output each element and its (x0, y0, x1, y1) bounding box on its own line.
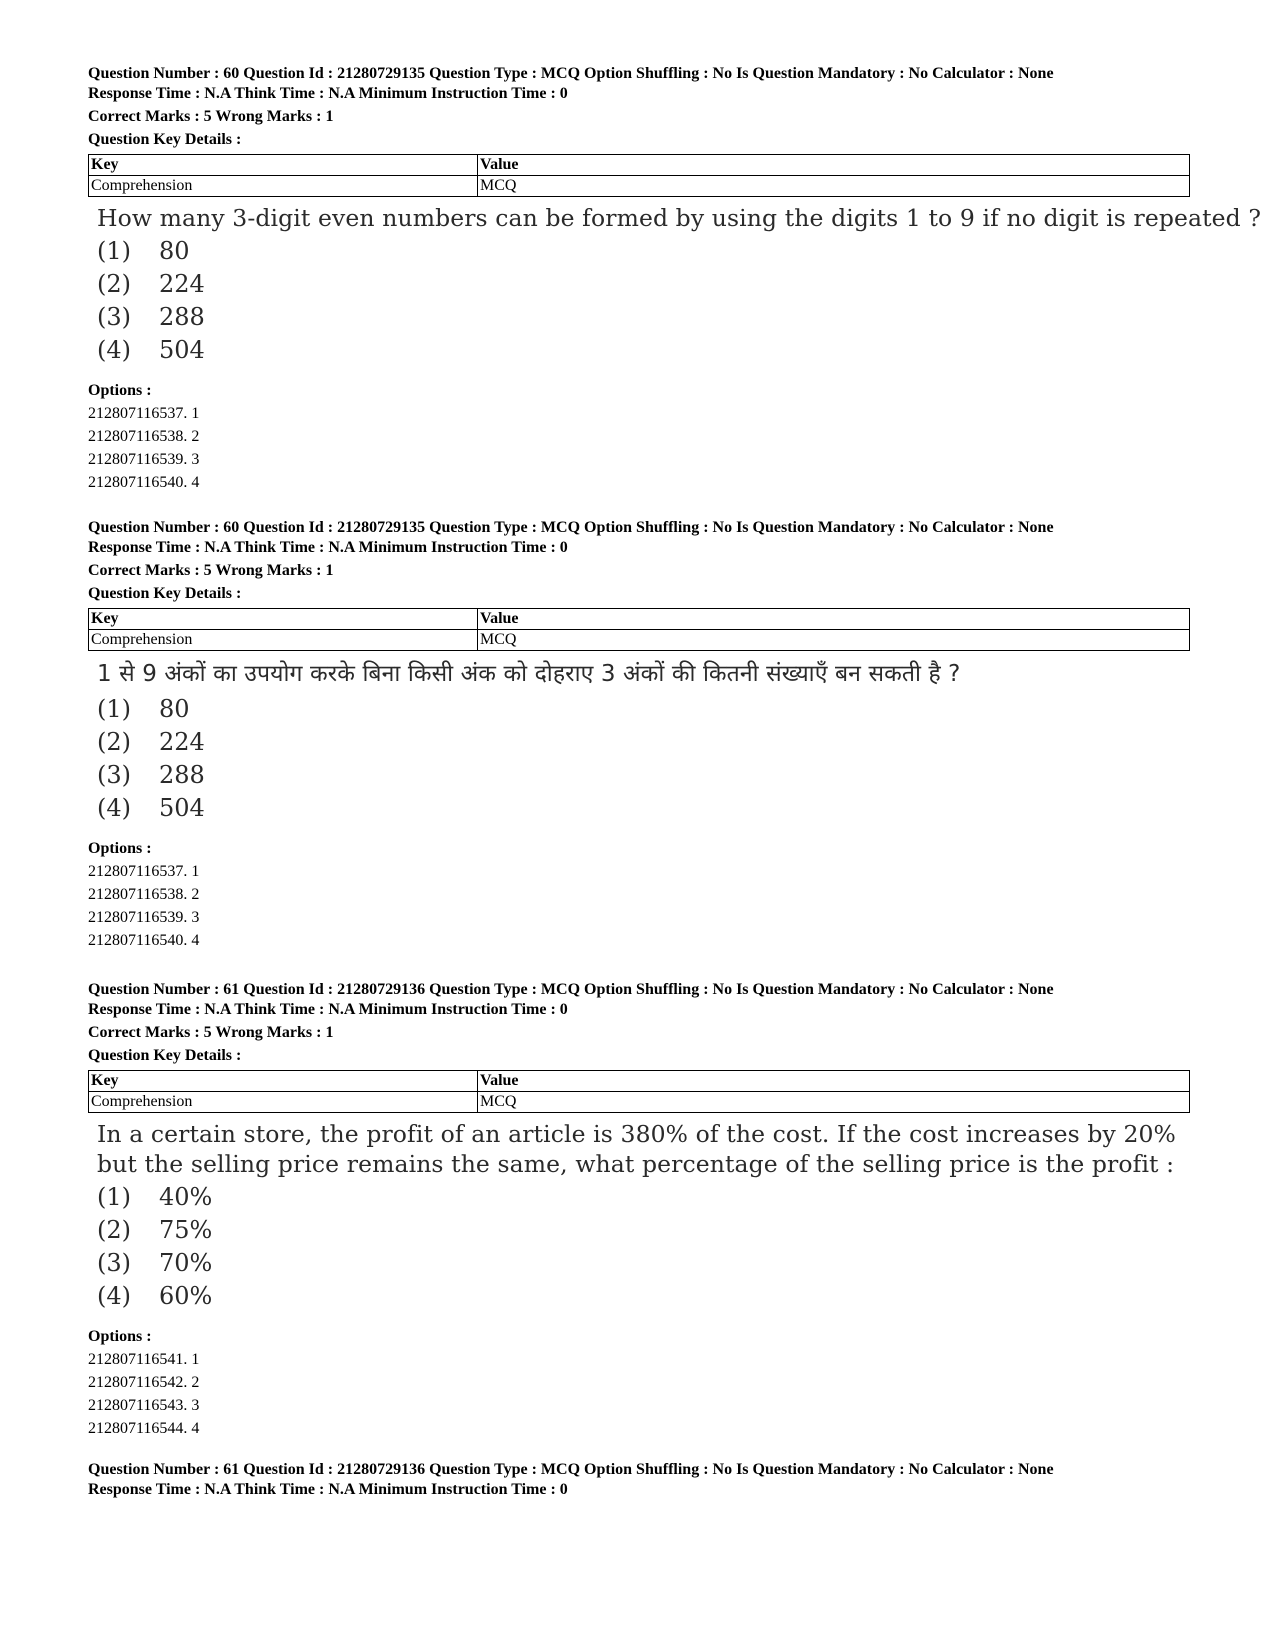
key-table-header-row (89, 1071, 1190, 1092)
key-details-title: Question Key Details : (88, 1047, 242, 1064)
key-header: Key (89, 155, 478, 176)
value-header: Value (478, 155, 1190, 176)
choice-list (97, 1181, 1197, 1313)
choice-number: (1) (97, 1183, 131, 1211)
options-section (88, 379, 1261, 494)
choice-text: 224 (159, 270, 205, 298)
option-id-row: 212807116544. 4 (88, 1420, 200, 1437)
choice-number: (4) (97, 794, 131, 822)
key-header: Key (89, 1071, 478, 1092)
question-meta-line-1: Question Number : 61 Question Id : 21280729136 Question Type : MCQ Option Shuffling : No Is Question Mandatory : No Calculator : None (88, 981, 1054, 998)
question-meta-line-2: Response Time : N.A Think Time : N.A Minimum Instruction Time : 0 (88, 1481, 568, 1498)
choice-list (97, 235, 1261, 367)
choice-number: (2) (97, 270, 131, 298)
option-id-row: 212807116541. 1 (88, 1351, 200, 1368)
question-meta (88, 64, 1261, 150)
question-text: 1 से 9 अंकों का उपयोग करके बिना किसी अंक को दोहराए 3 अंकों की कितनी संख्याएँ बन सकती है ? (97, 661, 961, 687)
key-cell: Comprehension (89, 176, 478, 197)
choice-number: (3) (97, 1249, 131, 1277)
choice-item (97, 759, 1190, 792)
choice-number: (1) (97, 237, 131, 265)
key-table-row (89, 1092, 1190, 1113)
choice-number: (3) (97, 761, 131, 789)
question-content (88, 1119, 1197, 1313)
key-cell: Comprehension (89, 1092, 478, 1113)
question-meta-line-1: Question Number : 61 Question Id : 21280729136 Question Type : MCQ Option Shuffling : No Is Question Mandatory : No Calculator : None (88, 1461, 1054, 1478)
options-title: Options : (88, 1328, 152, 1345)
question-meta (88, 980, 1197, 1066)
choice-text: 288 (159, 761, 205, 789)
option-id-row: 212807116538. 2 (88, 886, 200, 903)
choice-text: 40% (159, 1183, 213, 1211)
choice-number: (2) (97, 728, 131, 756)
choice-text: 80 (159, 237, 190, 265)
choice-item (97, 1247, 1197, 1280)
key-table-header-row (89, 609, 1190, 630)
choice-item (97, 1181, 1197, 1214)
choice-item (97, 334, 1261, 367)
question-block-61-en (88, 980, 1197, 1440)
question-meta-line-1: Question Number : 60 Question Id : 21280729135 Question Type : MCQ Option Shuffling : No Is Question Mandatory : No Calculator : None (88, 65, 1054, 82)
choice-item (97, 301, 1261, 334)
question-block-61-partial (88, 1460, 1054, 1500)
choice-number: (2) (97, 1216, 131, 1244)
choice-list (97, 693, 1190, 825)
choice-text: 504 (159, 794, 205, 822)
choice-item (97, 268, 1261, 301)
choice-text: 70% (159, 1249, 213, 1277)
value-cell: MCQ (478, 630, 1190, 651)
choice-text: 75% (159, 1216, 213, 1244)
choice-text: 60% (159, 1282, 213, 1310)
choice-item (97, 1280, 1197, 1313)
key-details-table (88, 154, 1190, 197)
choice-number: (1) (97, 695, 131, 723)
choice-item (97, 235, 1261, 268)
choice-text: 224 (159, 728, 205, 756)
option-id-row: 212807116538. 2 (88, 428, 200, 445)
key-details-title: Question Key Details : (88, 131, 242, 148)
question-meta-line-2: Response Time : N.A Think Time : N.A Minimum Instruction Time : 0 (88, 85, 568, 102)
question-text: In a certain store, the profit of an article is 380% of the cost. If the cost increases by 20% but the selling price remains the same, what percentage of the selling price is the profit : (97, 1120, 1176, 1178)
question-text: How many 3-digit even numbers can be formed by using the digits 1 to 9 if no digit is repeated ? (97, 204, 1262, 232)
choice-text: 288 (159, 303, 205, 331)
value-header: Value (478, 609, 1190, 630)
question-block-60-hi (88, 518, 1190, 952)
option-id-row: 212807116540. 4 (88, 932, 200, 949)
choice-item (97, 792, 1190, 825)
choice-number: (4) (97, 336, 131, 364)
option-id-row: 212807116542. 2 (88, 1374, 200, 1391)
question-content (88, 203, 1261, 367)
key-table-header-row (89, 155, 1190, 176)
key-details-table (88, 608, 1190, 651)
option-id-row: 212807116537. 1 (88, 405, 200, 422)
value-cell: MCQ (478, 176, 1190, 197)
choice-text: 80 (159, 695, 190, 723)
choice-item (97, 693, 1190, 726)
question-block-60-en (88, 64, 1261, 494)
choice-number: (3) (97, 303, 131, 331)
marks-line: Correct Marks : 5 Wrong Marks : 1 (88, 1024, 334, 1041)
question-meta-line-2: Response Time : N.A Think Time : N.A Minimum Instruction Time : 0 (88, 539, 568, 556)
option-id-row: 212807116537. 1 (88, 863, 200, 880)
key-table-row (89, 630, 1190, 651)
value-header: Value (478, 1071, 1190, 1092)
option-id-row: 212807116543. 3 (88, 1397, 200, 1414)
marks-line: Correct Marks : 5 Wrong Marks : 1 (88, 108, 334, 125)
options-section (88, 1325, 1197, 1440)
question-meta (88, 518, 1190, 604)
key-table-row (89, 176, 1190, 197)
choice-text: 504 (159, 336, 205, 364)
options-title: Options : (88, 382, 152, 399)
key-details-title: Question Key Details : (88, 585, 242, 602)
key-details-table (88, 1070, 1190, 1113)
options-section (88, 837, 1190, 952)
options-title: Options : (88, 840, 152, 857)
question-meta-line-1: Question Number : 60 Question Id : 21280729135 Question Type : MCQ Option Shuffling : No Is Question Mandatory : No Calculator : None (88, 519, 1054, 536)
option-id-row: 212807116539. 3 (88, 909, 200, 926)
key-cell: Comprehension (89, 630, 478, 651)
question-meta-line-2: Response Time : N.A Think Time : N.A Minimum Instruction Time : 0 (88, 1001, 568, 1018)
choice-item (97, 726, 1190, 759)
marks-line: Correct Marks : 5 Wrong Marks : 1 (88, 562, 334, 579)
key-header: Key (89, 609, 478, 630)
choice-number: (4) (97, 1282, 131, 1310)
option-id-row: 212807116539. 3 (88, 451, 200, 468)
option-id-row: 212807116540. 4 (88, 474, 200, 491)
value-cell: MCQ (478, 1092, 1190, 1113)
question-meta (88, 1460, 1054, 1500)
question-content (88, 657, 1190, 825)
choice-item (97, 1214, 1197, 1247)
